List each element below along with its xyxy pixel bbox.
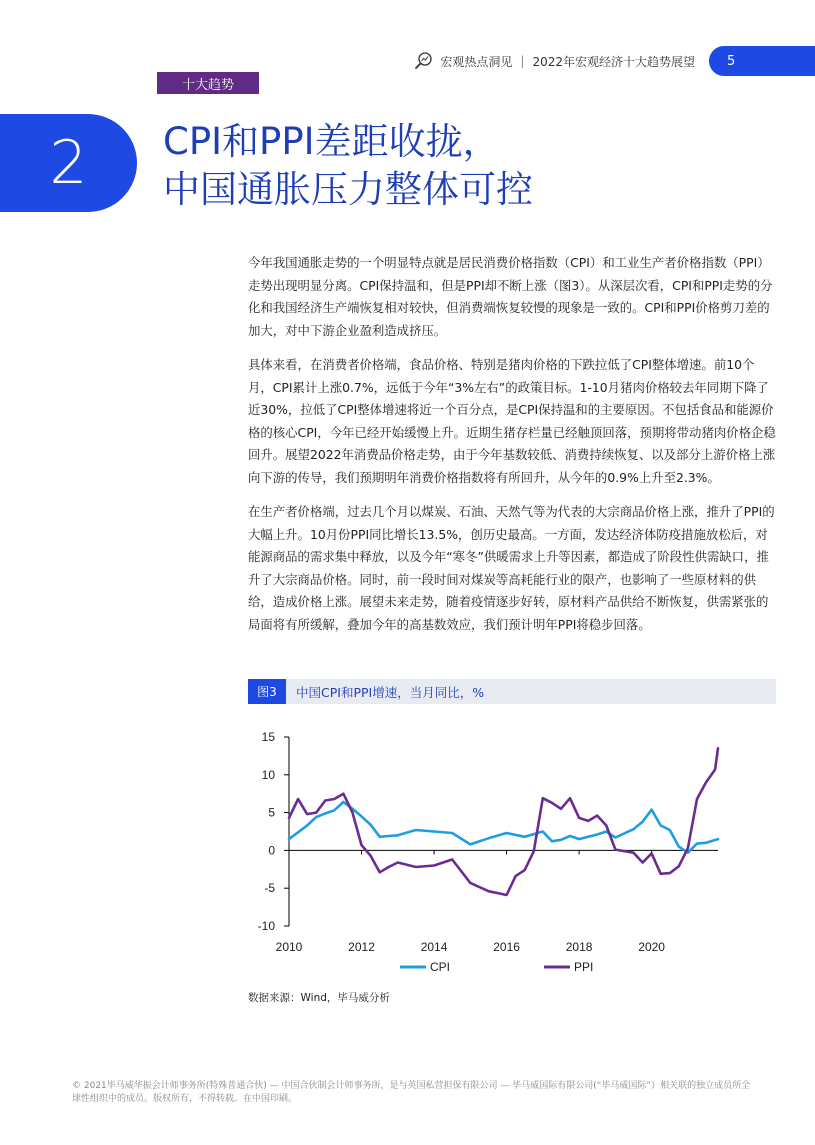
header-section: 宏观热点洞见 bbox=[440, 54, 513, 69]
y-tick-label: 15 bbox=[261, 730, 275, 744]
header-report-title: 2022年宏观经济十大趋势展望 bbox=[532, 54, 695, 69]
figure-title: 中国CPI和PPI增速，当月同比，% bbox=[296, 684, 485, 700]
magnifier-chart-icon bbox=[414, 51, 434, 71]
x-tick-label: 2020 bbox=[638, 940, 665, 954]
data-source: 数据来源：Wind，毕马威分析 bbox=[248, 992, 390, 1004]
page-title bbox=[163, 118, 803, 214]
page-header bbox=[414, 46, 815, 76]
y-tick-label: 5 bbox=[268, 805, 275, 820]
section-tag: 十大趋势 bbox=[157, 72, 259, 94]
body-text bbox=[248, 252, 776, 648]
x-tick-label: 2012 bbox=[348, 940, 375, 954]
title-line-1: CPI和PPI差距收拢， bbox=[163, 120, 500, 163]
cpi-ppi-line-chart bbox=[248, 720, 776, 982]
series-line-cpi bbox=[289, 802, 718, 853]
y-tick-label: -10 bbox=[257, 919, 275, 933]
series-line-ppi bbox=[289, 748, 718, 895]
x-tick-label: 2016 bbox=[493, 940, 520, 954]
x-tick-label: 2018 bbox=[565, 940, 593, 954]
page-number: 5 bbox=[709, 46, 815, 76]
y-tick-label: -5 bbox=[264, 881, 275, 896]
y-tick-label: 0 bbox=[268, 843, 275, 858]
y-tick-label: 10 bbox=[261, 767, 275, 782]
header-separator: | bbox=[520, 54, 525, 68]
legend-label-ppi: PPI bbox=[574, 960, 594, 974]
chapter-badge bbox=[0, 114, 137, 212]
title-line-2: 中国通胀压力整体可控 bbox=[163, 168, 533, 211]
paragraph-1: 今年我国通胀走势的一个明显特点就是居民消费价格指数（CPI）和工业生产者价格指数（PPI）走势出现明显分离。CPI保持温和，但是PPI却不断上涨（图3）。从深层次看，CPI和PPI走势的分化和我国经济生产端恢复相对较快，但消费端恢复较慢的现象是一致的。CPI和PPI价格剪刀差的加大，对中下游企业盈利造成挤压。 bbox=[248, 255, 773, 338]
paragraph-3: 在生产者价格端，过去几个月以煤炭、石油、天然气等为代表的大宗商品价格上涨，推升了PPI的大幅上升。10月份PPI同比增长13.5%，创历史最高。一方面，发达经济体防疫措施放松后，对能源商品的需求集中释放，以及今年“寒冬”供暖需求上升等因素，都造成了阶段性供需缺口，推升了大宗商品价格。同时，前一段时间对煤炭等高耗能行业的限产，也影响了一些原材料的供给，造成价格上涨。展望未来走势，随着疫情逐步好转，原材料产品供给不断恢复，供需紧张的局面将有所缓解，叠加今年的高基数效应，我们预计明年PPI将稳步回落。 bbox=[248, 504, 775, 632]
copyright-footer: © 2021毕马威华振会计师事务所(特殊普通合伙) — 中国合伙制会计师事务所，是与英国私营担保有限公司 — 毕马威国际有限公司(“毕马威国际”）相关联的独立成员所全球性组织中的成员。版权所有，不得转载。在中国印刷。 bbox=[72, 1081, 751, 1104]
x-tick-label: 2014 bbox=[420, 940, 448, 954]
figure-label: 图3 bbox=[248, 679, 286, 704]
legend-label-cpi: CPI bbox=[430, 960, 451, 974]
chapter-number: 2 bbox=[49, 128, 88, 198]
figure-caption-bar bbox=[248, 679, 776, 704]
x-tick-label: 2010 bbox=[275, 940, 303, 954]
paragraph-2: 具体来看，在消费者价格端，食品价格、特别是猪肉价格的下跌拉低了CPI整体增速。前10个月，CPI累计上涨0.7%，远低于今年“3%左右”的政策目标。1-10月猪肉价格较去年同期下降了近30%，拉低了CPI整体增速将近一个百分点，是CPI保持温和的主要原因。不包括食品和能源价格的核心CPI，今年已经开始缓慢上升。近期生猪存栏量已经触顶回落，预期将带动猪肉价格企稳回升。展望2022年消费品价格走势，由于今年基数较低、消费持续恢复、以及部分上游价格上涨向下游的传导，我们预期明年消费价格指数将有所回升，从今年的0.9%上升至2.3%。 bbox=[248, 357, 776, 485]
